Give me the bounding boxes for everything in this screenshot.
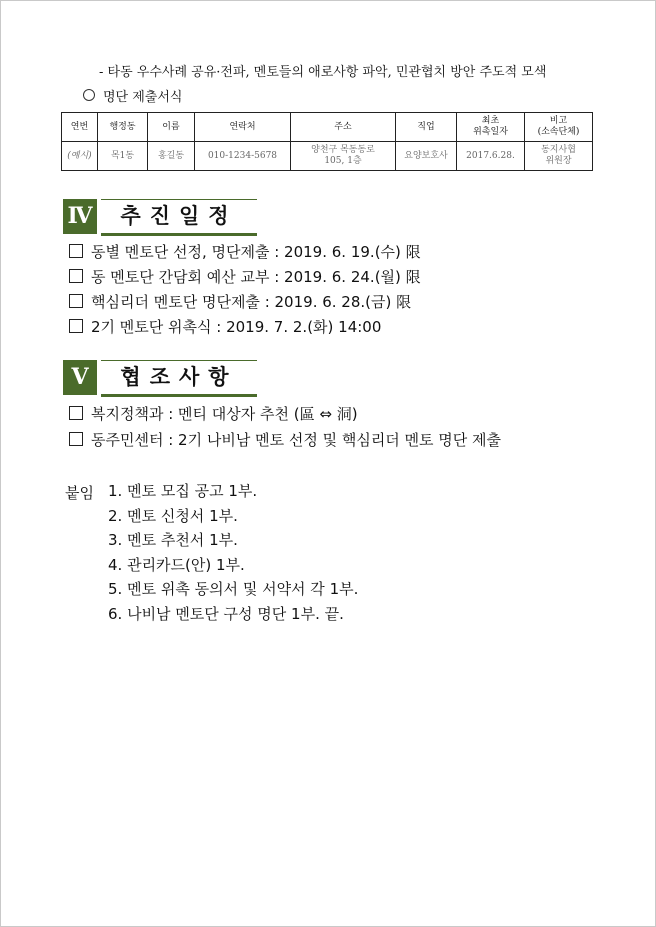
table-cell: 2017.6.28. bbox=[457, 142, 525, 171]
table-cell: (예시) bbox=[62, 142, 98, 171]
table-header-cell: 이름 bbox=[148, 113, 195, 142]
attachment-item: 4. 관리카드(안) 1부. bbox=[108, 556, 245, 574]
cooperation-item bbox=[69, 405, 358, 423]
attachment-item: 3. 멘토 추천서 1부. bbox=[108, 531, 238, 549]
checkbox-icon bbox=[69, 432, 83, 446]
attachment-item: 5. 멘토 위촉 동의서 및 서약서 각 1부. bbox=[108, 580, 359, 598]
table-header-row bbox=[62, 113, 593, 142]
table-header-cell: 연번 bbox=[62, 113, 98, 142]
attachment-item: 6. 나비남 멘토단 구성 명단 1부. 끝. bbox=[108, 605, 344, 623]
section-5-number: Ⅴ bbox=[63, 360, 97, 395]
table-header-cell: 최초 위촉일자 bbox=[457, 113, 525, 142]
attachment-item: 2. 멘토 신청서 1부. bbox=[108, 507, 238, 525]
checkbox-icon bbox=[69, 244, 83, 258]
checkbox-icon bbox=[69, 406, 83, 420]
checkbox-icon bbox=[69, 294, 83, 308]
section-5-title: 협조사항 bbox=[101, 360, 257, 397]
checkbox-icon bbox=[69, 269, 83, 283]
attachment-label: 붙임 bbox=[65, 484, 94, 502]
schedule-item bbox=[69, 318, 381, 336]
checkbox-icon bbox=[69, 319, 83, 333]
table-cell: 목1동 bbox=[98, 142, 148, 171]
table-cell: 양천구 목동동로 105, 1층 bbox=[291, 142, 396, 171]
table-cell: 홍길동 bbox=[148, 142, 195, 171]
table-row bbox=[62, 142, 593, 171]
table-header-cell: 주소 bbox=[291, 113, 396, 142]
schedule-item bbox=[69, 243, 421, 261]
intro-bullet: - 타동 우수사례 공유·전파, 멘토들의 애로사항 파악, 민관협치 방안 주도적 모색 bbox=[99, 65, 547, 80]
schedule-item-text: 핵심리더 멘토단 명단제출 : 2019. 6. 28.(금) 限 bbox=[91, 293, 412, 311]
schedule-item-text: 동별 멘토단 선정, 명단제출 : 2019. 6. 19.(수) 限 bbox=[91, 243, 421, 261]
circle-bullet-icon bbox=[83, 89, 95, 101]
cooperation-item-text: 복지정책과 : 멘티 대상자 추천 (區 ⇔ 洞) bbox=[91, 405, 358, 423]
section-4-title: 추진일정 bbox=[101, 199, 257, 236]
table-header-cell: 행정동 bbox=[98, 113, 148, 142]
attachment-item: 1. 멘토 모집 공고 1부. bbox=[108, 482, 258, 500]
form-heading bbox=[83, 86, 182, 105]
schedule-item-text: 2기 멘토단 위촉식 : 2019. 7. 2.(화) 14:00 bbox=[91, 318, 382, 336]
section-4-number: Ⅳ bbox=[63, 199, 97, 234]
table-cell: 요양보호사 bbox=[396, 142, 457, 171]
schedule-item bbox=[69, 268, 421, 286]
table-cell: 010-1234-5678 bbox=[195, 142, 291, 171]
schedule-item bbox=[69, 293, 411, 311]
section-4-heading bbox=[63, 199, 257, 234]
table-header-cell: 직업 bbox=[396, 113, 457, 142]
form-heading-text: 명단 제출서식 bbox=[103, 90, 183, 105]
table-header-cell: 연락처 bbox=[195, 113, 291, 142]
section-5-heading bbox=[63, 360, 257, 395]
table-header-cell: 비고 (소속단체) bbox=[525, 113, 593, 142]
cooperation-item-text: 동주민센터 : 2기 나비남 멘토 선정 및 핵심리더 멘토 명단 제출 bbox=[91, 431, 502, 449]
roster-table bbox=[61, 112, 593, 171]
cooperation-item bbox=[69, 431, 501, 449]
schedule-item-text: 동 멘토단 간담회 예산 교부 : 2019. 6. 24.(월) 限 bbox=[91, 268, 421, 286]
table-cell: 동지사협 위원장 bbox=[525, 142, 593, 171]
